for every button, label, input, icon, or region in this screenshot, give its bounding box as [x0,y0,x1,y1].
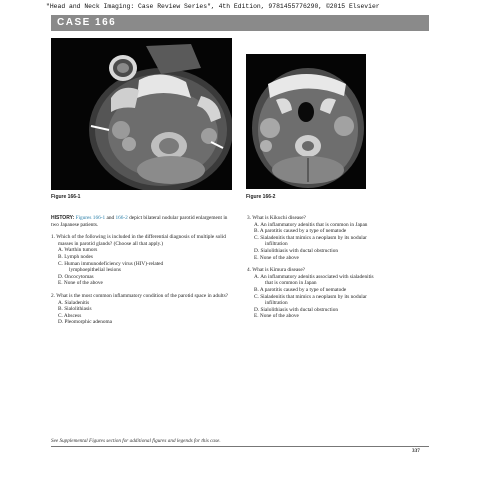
option-letter: D. [254,247,260,254]
question-text: What is the most common inflammatory condition of the parotid space in adults? [56,292,229,299]
question-3 [247,215,427,261]
option-letter: B. [254,228,259,235]
option-text: Sialadenitis [64,299,90,306]
option-text: Pleomorphic adenoma [64,319,112,326]
option-text: Oncocytomas [64,273,94,280]
running-header: "Head and Neck Imaging: Case Review Series", 4th Edition, 9781455776290, ©2015 Elsevier [46,3,380,10]
option-letter: C. [58,312,63,319]
question-number: 1. [51,234,55,241]
figure-ref-link-1[interactable]: Figures 166-1 [75,215,106,221]
option-1b [51,254,231,261]
question-number: 4. [247,267,251,274]
option-text: Sialadenitis that mimics a neoplasm by its nodular [260,234,367,241]
history-joiner: and [105,215,116,221]
option-letter: A. [58,247,64,254]
question-text: Which of the following is included in the differential diagnosis of multiple solid masses in parotid glands? (Choose all that apply.) [56,234,226,247]
option-4e [247,313,427,320]
option-text: An inflammatory adenitis associated with sialadenitis [260,273,374,280]
option-text: None of the above [63,280,103,287]
option-4c-continued: infiltration [265,300,288,307]
question-text: What is Kikuchi disease? [252,215,306,221]
option-letter: B. [58,306,63,313]
option-letter: A. [58,299,64,306]
figure-ref-link-2[interactable]: 166-2 [115,215,128,221]
question-number: 2. [51,292,55,299]
history-paragraph [51,215,231,228]
figure-166-1-caption: Figure 166-1 [51,194,81,200]
case-title: CASE 166 [51,15,429,31]
option-1c-continued: lymphoepithelial lesions [69,267,121,274]
option-text: None of the above [259,254,299,261]
option-letter: E. [254,313,259,320]
option-2b [51,306,231,313]
option-text: Human immunodeficiency virus (HIV)-related [64,260,164,267]
question-4 [247,267,427,320]
option-letter: B. [58,253,63,260]
option-4a [247,274,427,281]
question-1 [51,234,231,287]
option-3d [247,248,427,255]
option-letter: D. [58,319,64,326]
option-text: A parotitis caused by a type of nematode [259,286,347,293]
option-text: Warthin tumors [64,247,98,254]
right-text-column [247,215,427,326]
question-2 [51,293,231,326]
option-2c [51,313,231,320]
figure-166-2-caption: Figure 166-2 [246,194,276,200]
option-3e [247,255,427,262]
figure-166-2-image [246,54,366,189]
option-letter: B. [254,286,259,293]
left-text-column [51,215,231,332]
question-number: 3. [247,215,251,221]
option-letter: C. [254,234,259,241]
option-1e [51,280,231,287]
history-label: HISTORY: [51,215,75,221]
option-2a [51,300,231,307]
option-letter: C. [58,260,63,267]
option-letter: C. [254,293,259,300]
option-3b [247,228,427,235]
option-4a-continued: that is common in Japan [265,280,317,287]
option-text: Sialolithiasis with ductal obstruction [260,247,339,254]
option-letter: E. [254,254,259,261]
option-text: Sialolithiasis with ductal obstruction [260,306,339,313]
option-letter: A. [254,221,260,228]
option-letter: E. [58,280,63,287]
option-letter: D. [58,273,64,280]
figure-166-1-image [51,38,232,190]
option-text: An inflammatory adenitis that is common in Japan [260,221,368,228]
option-text: Lymph nodes [64,253,93,260]
history-text: depict bilateral nodular parotid enlargement in two Japanese patients. [51,215,228,228]
option-4b [247,287,427,294]
option-text: Sialolithiasis [64,306,92,313]
supplemental-footnote: See Supplemental Figures section for additional figures and legends for this case. [51,438,221,444]
footer-divider [51,446,429,447]
option-1c [51,261,231,268]
option-2d [51,319,231,326]
option-letter: A. [254,273,260,280]
option-letter: D. [254,306,260,313]
option-text: None of the above [259,313,299,320]
option-text: A parotitis caused by a type of nematode [259,228,347,235]
option-text: Abscess [63,312,82,319]
option-3c-continued: infiltration [265,241,288,248]
option-text: Sialadenitis that mimics a neoplasm by its nodular [260,293,367,300]
option-1a [51,247,231,254]
page-number: 337 [412,448,420,454]
question-text: What is Kimura disease? [252,267,306,274]
